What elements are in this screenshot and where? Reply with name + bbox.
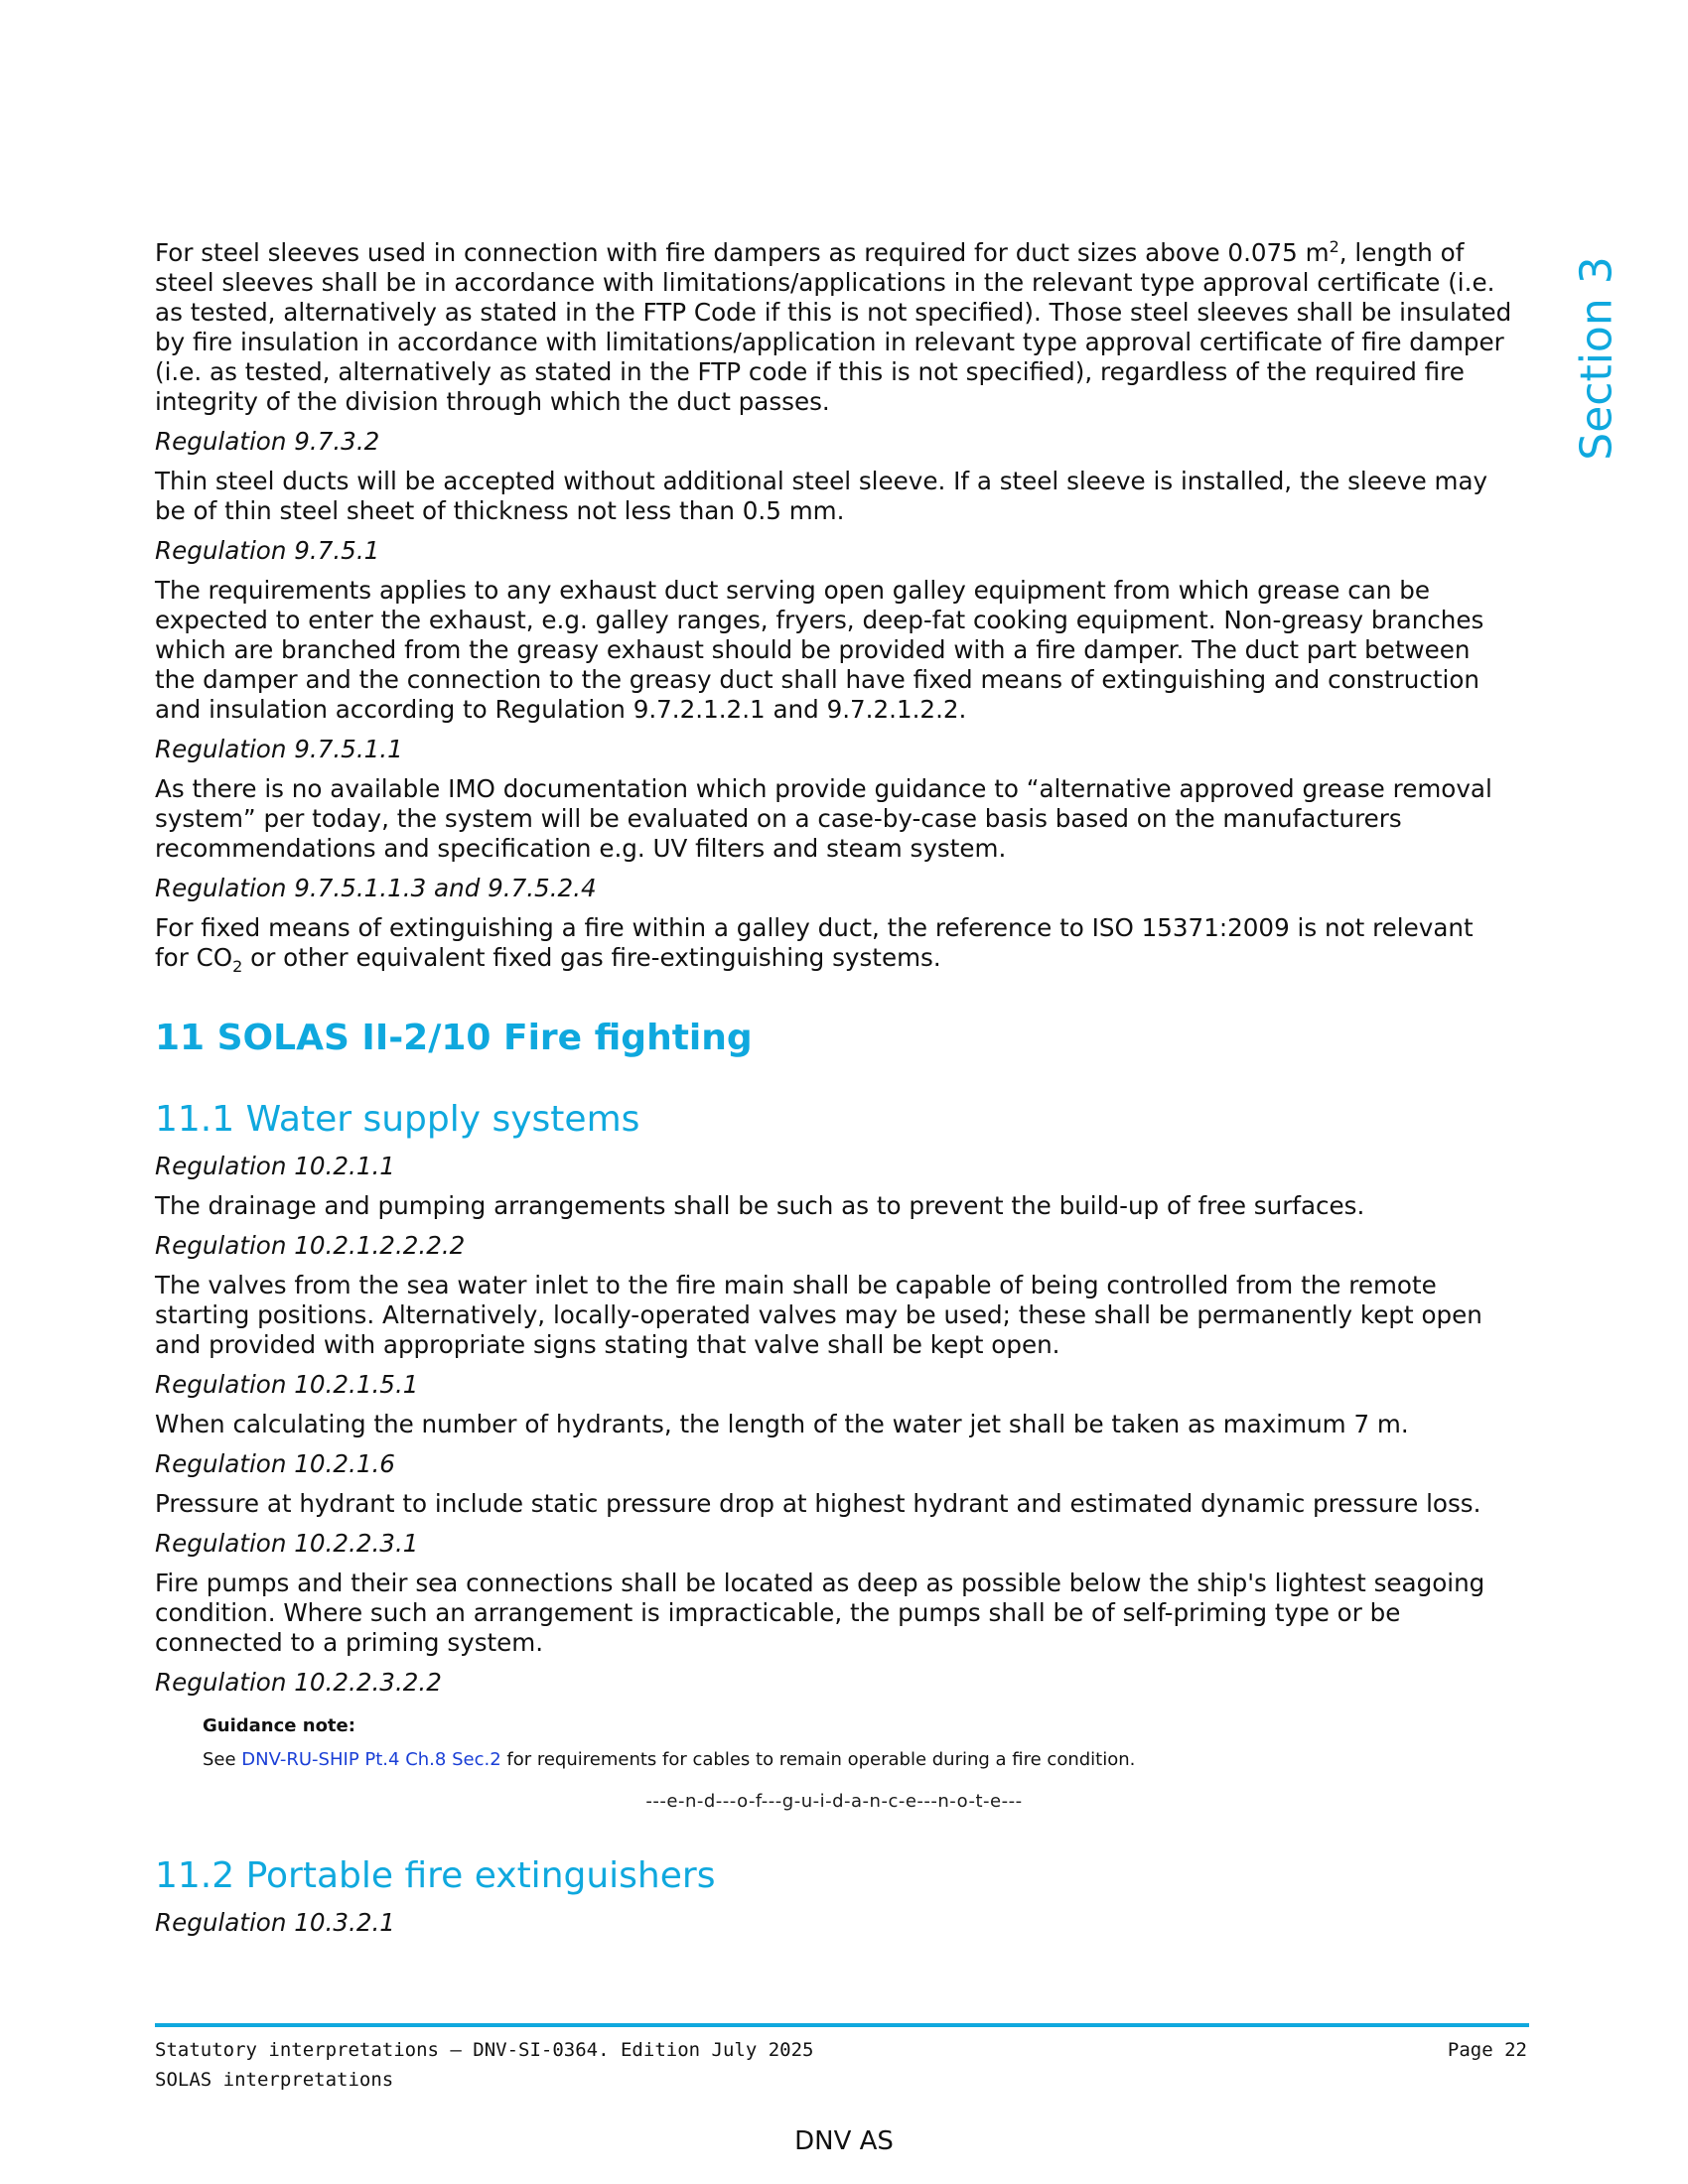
paragraph-exhaust-duct: The requirements applies to any exhaust duct serving open galley equipment from which grease can be expected to enter the exhaust, e.g. galley ranges, fryers, deep-fat cooking equipment. Non-greasy branches which are branched from the greasy exhaust should be provided with a fire damper. The duct part between the damper and the connection to the greasy duct shall have fixed means of extinguishing and construction and insulation according to Regulation 9.7.2.1.2.1 and 9.7.2.1.2.2. [155, 576, 1484, 724]
guidance-note [203, 1709, 1513, 1777]
guidance-link[interactable]: DNV-RU-SHIP Pt.4 Ch.8 Sec.2 [241, 1749, 501, 1770]
footer-document-info [155, 2035, 813, 2095]
paragraph-grease-removal: As there is no available IMO documentation which provide guidance to “alternative approved grease removal system” per today, the system will be evaluated on a case-by-case basis based on the manufacturers recommendations and specification e.g. UV filters and steam system. [155, 774, 1492, 863]
paragraph-thin-ducts: Thin steel ducts will be accepted without additional steel sleeve. If a steel sleeve is installed, the sleeve may be of thin steel sheet of thickness not less than 0.5 mm. [155, 467, 1488, 525]
regulation-ref: Regulation 9.7.5.1 [155, 536, 380, 565]
regulation-ref: Regulation 10.2.1.5.1 [155, 1370, 419, 1399]
section-tab-label: Section 3 [1571, 256, 1622, 461]
regulation-ref: Regulation 10.2.2.3.1 [155, 1529, 419, 1558]
regulation-ref: Regulation 10.3.2.1 [155, 1908, 395, 1937]
regulation-ref: Regulation 9.7.5.1.1.3 and 9.7.5.2.4 [155, 874, 597, 902]
guidance-title: Guidance note: [203, 1715, 355, 1736]
regulation-ref: Regulation 10.2.2.3.2.2 [155, 1668, 442, 1697]
section-tab [1573, 254, 1620, 463]
company-name: DNV AS [794, 2126, 894, 2156]
paragraph-fire-pumps: Fire pumps and their sea connections shall be located as deep as possible below the ship's lightest seagoing condition. Where such an arrangement is impracticable, the pumps shall be of self-priming type or be connected to a priming system. [155, 1569, 1485, 1657]
subsection-heading-11-2: 11.2 Portable fire extinguishers [155, 1855, 716, 1896]
paragraph-valves: The valves from the sea water inlet to the fire main shall be capable of being controlled from the remote starting positions. Alternatively, locally-operated valves may be used; these shall be permanently kept open and provided with appropriate signs stating that valve shall be kept open. [155, 1271, 1482, 1359]
paragraph-pressure: Pressure at hydrant to include static pressure drop at highest hydrant and estimated dynamic pressure loss. [155, 1489, 1481, 1518]
paragraph-hydrants: When calculating the number of hydrants, the length of the water jet shall be taken as maximum 7 m. [155, 1410, 1409, 1438]
guidance-text: See DNV-RU-SHIP Pt.4 Ch.8 Sec.2 for requirements for cables to remain operable during a fire condition. [203, 1749, 1136, 1770]
page-number: Page 22 [1447, 2039, 1527, 2061]
guidance-end-marker: ---e-n-d---o-f---g-u-i-d-a-n-c-e---n-o-t-e--- [645, 1791, 1023, 1812]
footer-divider [155, 2023, 1529, 2027]
regulation-ref: Regulation 9.7.3.2 [155, 427, 380, 456]
regulation-ref: Regulation 9.7.5.1.1 [155, 735, 403, 763]
subsection-heading-11-1: 11.1 Water supply systems [155, 1099, 640, 1140]
paragraph-steel-sleeves: For steel sleeves used in connection with fire dampers as required for duct sizes above 0.075 $m^2$, length of steel sleeves shall be in accordance with limitations/applications in the relevant type approval certificate (i.e. as tested, alternatively as stated in the FTP Code if this is not specified). Those steel sleeves shall be insulated by fire insulation in accordance with limitations/application in relevant type approval certificate of fire damper (i.e. as tested, alternatively as stated in the FTP code if this is not specified), regardless of the required fire integrity of the division through which the duct passes. [155, 236, 1512, 416]
section-heading-11: 11 SOLAS II-2/10 Fire fighting [155, 1018, 753, 1058]
paragraph-fixed-extinguishing: For fixed means of extinguishing a fire within a galley duct, the reference to ISO 15371:2009 is not relevant for $CO_2$ or other equivalent fixed gas fire-extinguishing systems. [155, 913, 1474, 976]
regulation-ref: Regulation 10.2.1.1 [155, 1152, 395, 1180]
footer-doc-title: Statutory interpretations — DNV-SI-0364. Edition July 2025 [155, 2039, 814, 2061]
footer-doc-subtitle: SOLAS interpretations [155, 2069, 394, 2091]
regulation-ref: Regulation 10.2.1.6 [155, 1449, 395, 1478]
regulation-ref: Regulation 10.2.1.2.2.2.2 [155, 1231, 466, 1260]
paragraph-drainage: The drainage and pumping arrangements shall be such as to prevent the build-up of free surfaces. [155, 1191, 1365, 1220]
page-content [155, 238, 1513, 1948]
